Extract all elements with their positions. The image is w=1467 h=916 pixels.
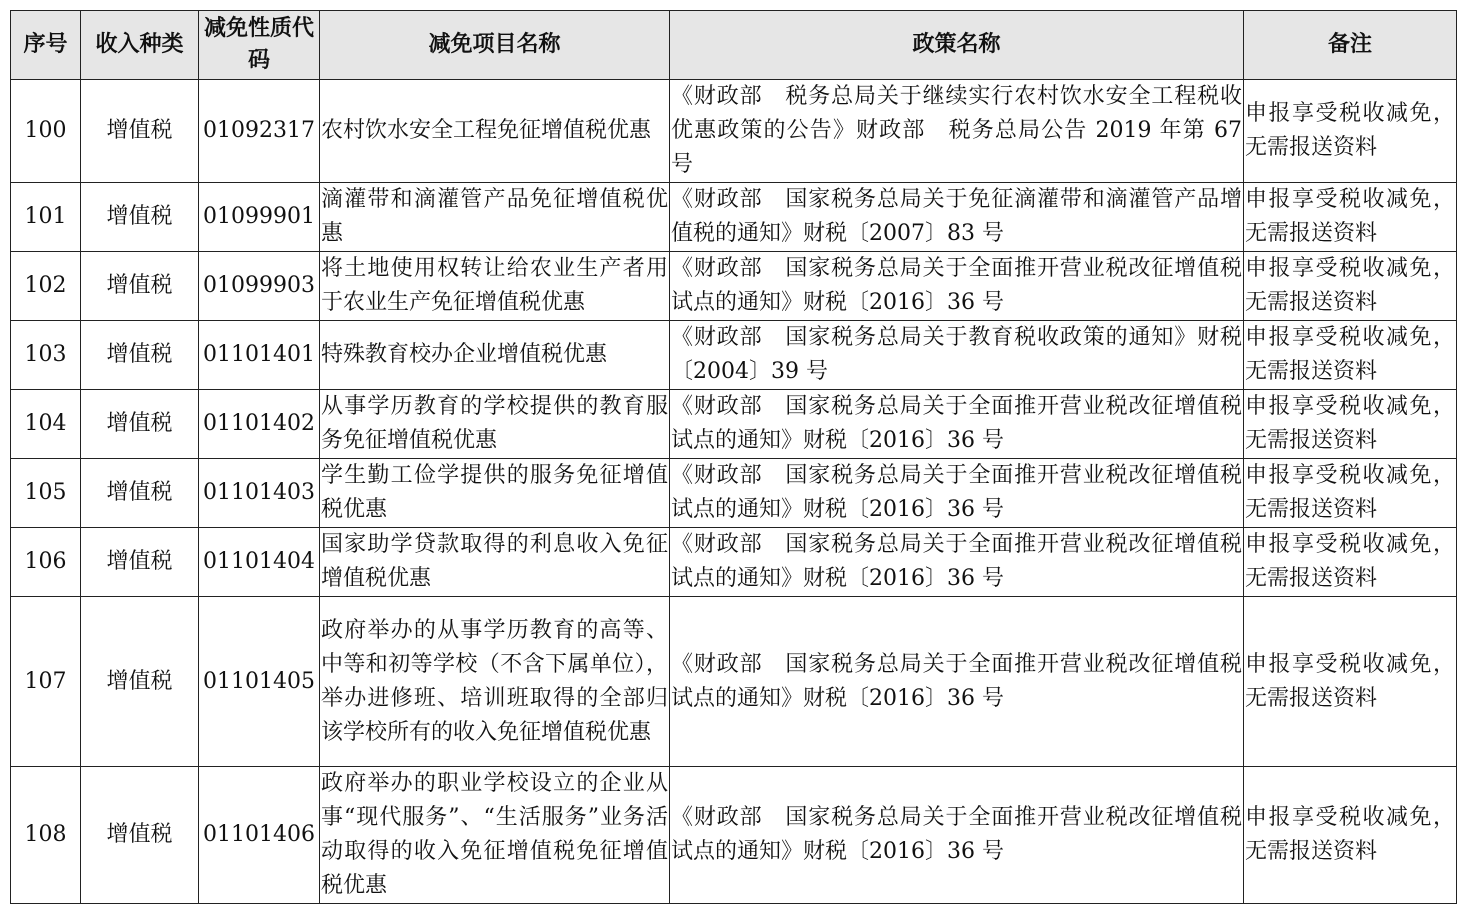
policy-cell: 《财政部 国家税务总局关于全面推开营业税改征增值税试点的通知》财税〔2016〕36 号 <box>670 390 1244 459</box>
note-cell: 申报享受税收减免，无需报送资料 <box>1244 252 1457 321</box>
note-cell: 申报享受税收减免，无需报送资料 <box>1244 459 1457 528</box>
item-name-cell: 滴灌带和滴灌管产品免征增值税优惠 <box>320 183 670 252</box>
code-cell: 01101406 <box>199 767 320 904</box>
note-cell: 申报享受税收减免，无需报送资料 <box>1244 528 1457 597</box>
policy-cell: 《财政部 国家税务总局关于全面推开营业税改征增值税试点的通知》财税〔2016〕36 号 <box>670 252 1244 321</box>
seq-cell: 103 <box>11 321 81 390</box>
item-name-cell: 农村饮水安全工程免征增值税优惠 <box>320 80 670 183</box>
code-cell: 01099901 <box>199 183 320 252</box>
table-row <box>11 390 1457 459</box>
policy-cell: 《财政部 国家税务总局关于免征滴灌带和滴灌管产品增值税的通知》财税〔2007〕83 号 <box>670 183 1244 252</box>
policy-cell: 《财政部 国家税务总局关于教育税收政策的通知》财税〔2004〕39 号 <box>670 321 1244 390</box>
income-type-cell: 增值税 <box>81 80 199 183</box>
policy-cell: 《财政部 国家税务总局关于全面推开营业税改征增值税试点的通知》财税〔2016〕36 号 <box>670 459 1244 528</box>
income-type-cell: 增值税 <box>81 597 199 767</box>
header-seq: 序号 <box>11 11 81 80</box>
item-name-cell: 国家助学贷款取得的利息收入免征增值税优惠 <box>320 528 670 597</box>
table-row <box>11 528 1457 597</box>
item-name-cell: 特殊教育校办企业增值税优惠 <box>320 321 670 390</box>
table-row <box>11 459 1457 528</box>
seq-cell: 106 <box>11 528 81 597</box>
code-cell: 01101405 <box>199 597 320 767</box>
policy-cell: 《财政部 国家税务总局关于全面推开营业税改征增值税试点的通知》财税〔2016〕36 号 <box>670 767 1244 904</box>
seq-cell: 102 <box>11 252 81 321</box>
table-row <box>11 767 1457 904</box>
seq-cell: 108 <box>11 767 81 904</box>
seq-cell: 105 <box>11 459 81 528</box>
header-item-name: 减免项目名称 <box>320 11 670 80</box>
seq-cell: 107 <box>11 597 81 767</box>
item-name-cell: 政府举办的职业学校设立的企业从事“现代服务”、“生活服务”业务活动取得的收入免征增值税免征增值税优惠 <box>320 767 670 904</box>
income-type-cell: 增值税 <box>81 390 199 459</box>
income-type-cell: 增值税 <box>81 321 199 390</box>
code-cell: 01101403 <box>199 459 320 528</box>
income-type-cell: 增值税 <box>81 183 199 252</box>
policy-cell: 《财政部 税务总局关于继续实行农村饮水安全工程税收优惠政策的公告》财政部 税务总局公告 2019 年第 67 号 <box>670 80 1244 183</box>
tax-relief-table <box>10 10 1457 904</box>
code-cell: 01099903 <box>199 252 320 321</box>
seq-cell: 100 <box>11 80 81 183</box>
header-income-type: 收入种类 <box>81 11 199 80</box>
policy-cell: 《财政部 国家税务总局关于全面推开营业税改征增值税试点的通知》财税〔2016〕36 号 <box>670 597 1244 767</box>
header-policy: 政策名称 <box>670 11 1244 80</box>
income-type-cell: 增值税 <box>81 252 199 321</box>
income-type-cell: 增值税 <box>81 767 199 904</box>
income-type-cell: 增值税 <box>81 528 199 597</box>
note-cell: 申报享受税收减免，无需报送资料 <box>1244 80 1457 183</box>
table-row <box>11 183 1457 252</box>
note-cell: 申报享受税收减免，无需报送资料 <box>1244 321 1457 390</box>
header-row <box>11 11 1457 80</box>
table-row <box>11 597 1457 767</box>
policy-cell: 《财政部 国家税务总局关于全面推开营业税改征增值税试点的通知》财税〔2016〕36 号 <box>670 528 1244 597</box>
seq-cell: 104 <box>11 390 81 459</box>
note-cell: 申报享受税收减免，无需报送资料 <box>1244 183 1457 252</box>
note-cell: 申报享受税收减免，无需报送资料 <box>1244 390 1457 459</box>
code-cell: 01101404 <box>199 528 320 597</box>
item-name-cell: 从事学历教育的学校提供的教育服务免征增值税优惠 <box>320 390 670 459</box>
table-row <box>11 252 1457 321</box>
header-code: 减免性质代码 <box>199 11 320 80</box>
item-name-cell: 政府举办的从事学历教育的高等、中等和初等学校（不含下属单位），举办进修班、培训班取得的全部归该学校所有的收入免征增值税优惠 <box>320 597 670 767</box>
item-name-cell: 学生勤工俭学提供的服务免征增值税优惠 <box>320 459 670 528</box>
note-cell: 申报享受税收减免，无需报送资料 <box>1244 767 1457 904</box>
code-cell: 01101401 <box>199 321 320 390</box>
note-cell: 申报享受税收减免，无需报送资料 <box>1244 597 1457 767</box>
seq-cell: 101 <box>11 183 81 252</box>
code-cell: 01101402 <box>199 390 320 459</box>
income-type-cell: 增值税 <box>81 459 199 528</box>
table-row <box>11 321 1457 390</box>
table-row <box>11 80 1457 183</box>
code-cell: 01092317 <box>199 80 320 183</box>
header-note: 备注 <box>1244 11 1457 80</box>
item-name-cell: 将土地使用权转让给农业生产者用于农业生产免征增值税优惠 <box>320 252 670 321</box>
